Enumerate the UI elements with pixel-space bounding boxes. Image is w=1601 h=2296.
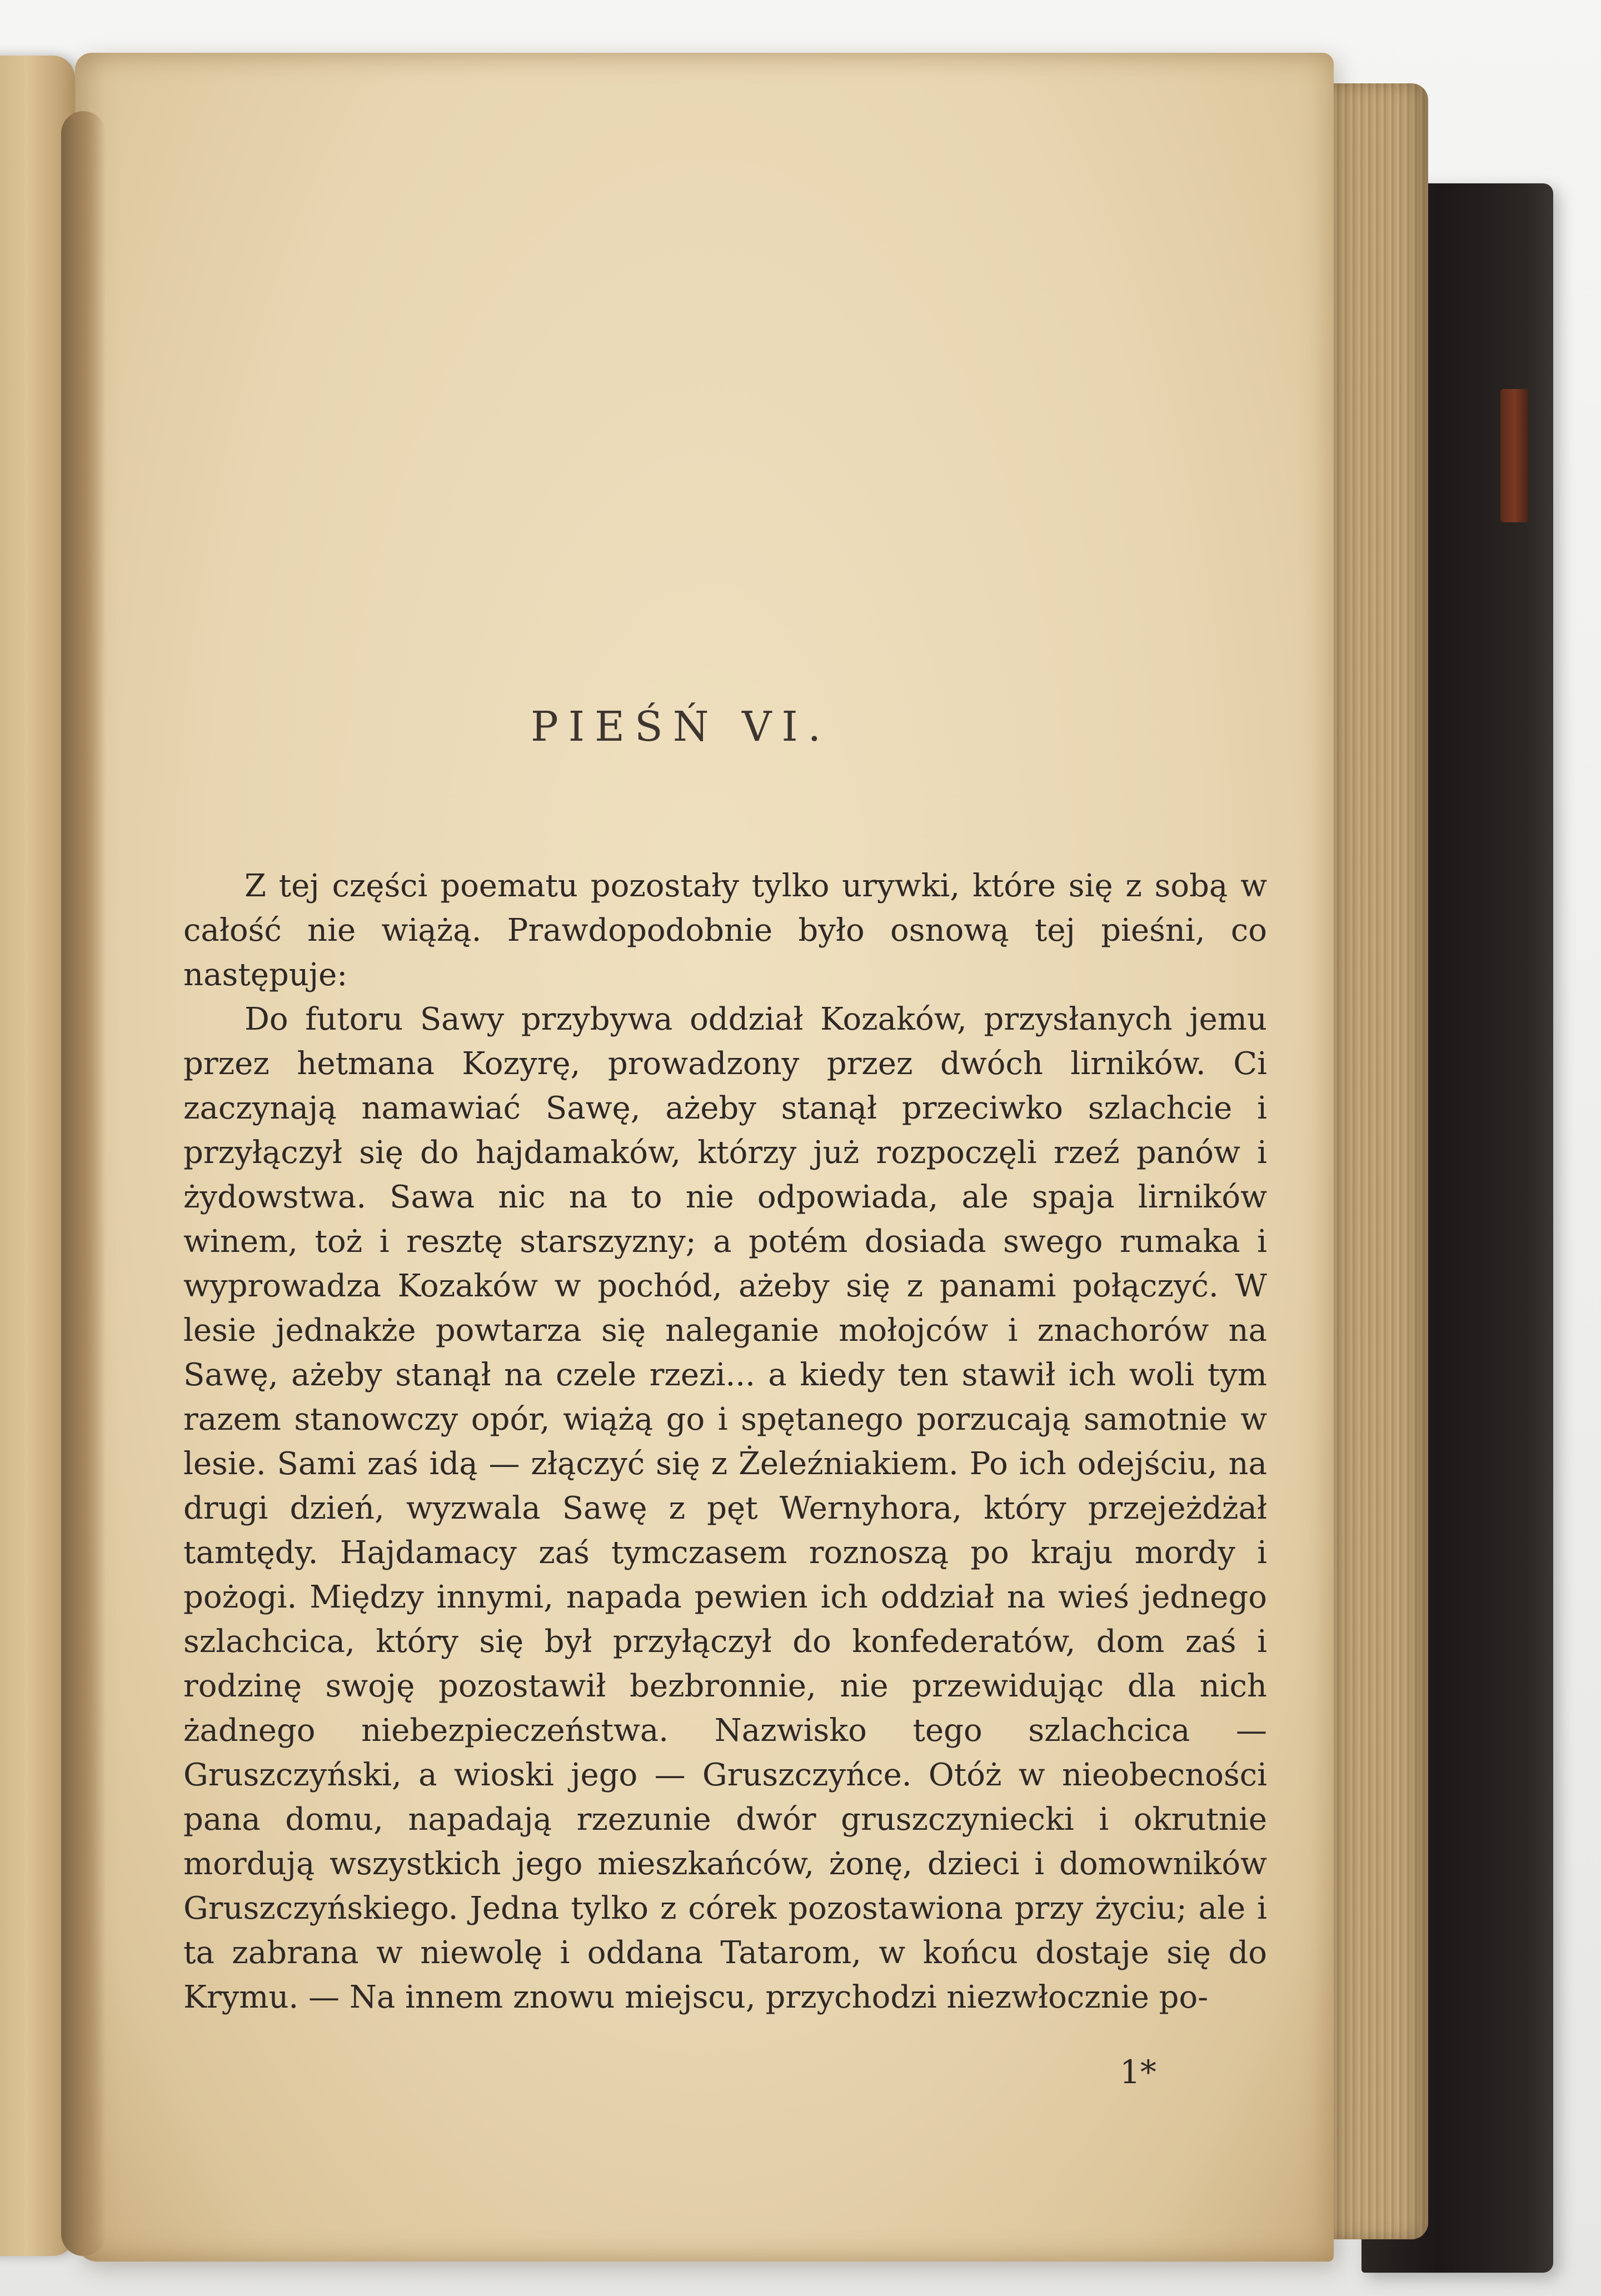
book-page xyxy=(75,53,1334,2262)
chapter-heading: PIEŚŃ VI. xyxy=(531,703,831,751)
book-gutter xyxy=(61,111,106,2256)
page-edges xyxy=(1317,83,1428,2239)
page-folio: 1* xyxy=(1120,2053,1156,2091)
paragraph-intro: Z tej części poematu pozostały tylko urywki, które się z sobą w całość nie wiążą. Prawdopodobnie było osnową tej pieśni, co następuje: xyxy=(183,868,1267,993)
paragraph-summary: Do futoru Sawy przybywa oddział Kozaków, przysłanych jemu przez hetmana Kozyrę, prowadzony przez dwóch lirników. Ci zaczynają namawiać Sawę, ażeby stanął przeciwko szlachcie i przyłączył się do hajdamaków, którzy już rozpoczęli rzeź panów i żydowstwa. Sawa nic na to nie odpowiada, ale spaja lirników winem, toż i resztę starszyzny; a potém dosiada swego rumaka i wyprowadza Kozaków w pochód, ażeby się z panami połączyć. W lesie jednakże powtarza się naleganie mołojców i znachorów na Sawę, ażeby stanął na czele rzezi... a kiedy ten stawił ich woli tym razem stanowczy opór, wiążą go i spętanego porzucają samotnie w lesie. Sami zaś idą — złączyć się z Żeleźniakiem. Po ich odejściu, na drugi dzień, wyzwala Sawę z pęt Wernyhora, który przejeżdżał tamtędy. Hajdamacy zaś tymczasem roznoszą po kraju mordy i pożogi. Między innymi, napada pewien ich oddział na wieś jednego szlachcica, który się był przyłączył do konfederatów, dom zaś i rodzinę swoję pozostawił bezbronnie, nie przewidując dla nich żadnego niebezpieczeństwa. Nazwisko tego szlachcica — Gruszczyński, a wioski jego — Gruszczyńce. Otóż w nieobecności pana domu, napadają rzezunie dwór gruszczyniecki i okrutnie mordują wszystkich jego mieszkańców, żonę, dzieci i domowników Gruszczyńskiego. Jedna tylko z córek pozostawiona przy życiu; ale i ta zabrana w niewolę i oddana Tatarom, w końcu dostaje się do Krymu. — Na innem znowu miejscu, przychodzi niezwłocznie po- xyxy=(183,1001,1267,2015)
page-body xyxy=(183,864,1267,2020)
cover-spine-label xyxy=(1500,389,1528,522)
